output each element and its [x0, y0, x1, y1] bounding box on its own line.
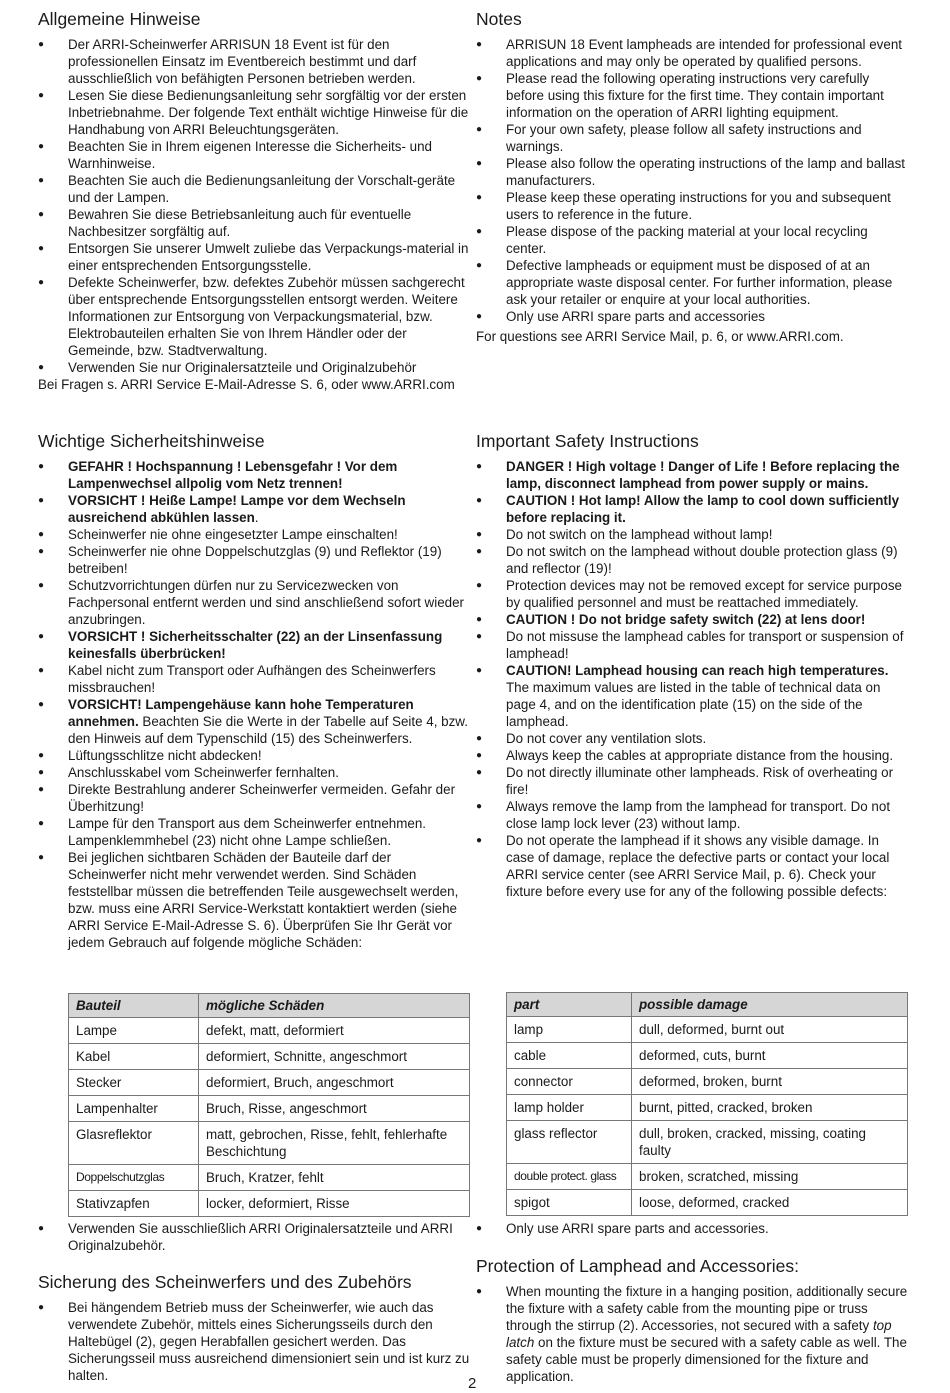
list-item	[476, 611, 910, 628]
list-item: ● Please dispose of the packing material at your local recycling center.	[476, 223, 910, 257]
table-cell: deformiert, Bruch, angeschmort	[199, 1070, 470, 1096]
list-item	[38, 526, 472, 543]
list-item	[476, 458, 910, 492]
list-item	[476, 1283, 910, 1385]
list-item: ● Bewahren Sie diese Betriebsanleitung auch für eventuelle Nachbesitzer sorgfältig auf.	[38, 206, 472, 240]
list-item	[38, 543, 472, 577]
notes-list-de	[38, 36, 472, 376]
table-cell: Stativzapfen	[69, 1191, 199, 1217]
table-row	[69, 1018, 470, 1044]
safety-heading-de: Wichtige Sicherheitshinweise	[38, 431, 265, 451]
table-cell: connector	[507, 1069, 632, 1095]
table-row	[507, 1190, 908, 1216]
list-item: ● Entsorgen Sie unserer Umwelt zuliebe das Verpackungs-material in einer entsprechenden Entsorgungsstelle.	[38, 240, 472, 274]
item-text: Scheinwerfer nie ohne Doppelschutzglas (9) und Reflektor (19) betreiben!	[68, 544, 442, 576]
protection-heading-en: Protection of Lamphead and Accessories:	[476, 1256, 799, 1276]
table-row	[69, 1165, 470, 1191]
list-item	[38, 764, 472, 781]
protect-text-b: on the fixture must be secured with a safety cable as well. The safety cable must be properly dimensioned for the fixture and application.	[506, 1335, 907, 1384]
list-item	[476, 543, 910, 577]
item-text: Lüftungsschlitze nicht abdecken!	[68, 748, 262, 763]
item-text: Protection devices may not be removed except for service purpose by qualified personnel and must be reattached immediately.	[506, 578, 902, 610]
list-item: ● Please read the following operating instructions very carefully before using this fixture for the first time. They contain important information on the operation of ARRI lighting equipment.	[476, 70, 910, 121]
list-item	[38, 577, 472, 628]
item-text: Do not missuse the lamphead cables for transport or suspension of lamphead!	[506, 629, 904, 661]
warning-text: VORSICHT ! Heiße Lampe! Lampe vor dem Wechseln ausreichend abkühlen lassen	[68, 493, 406, 525]
warning-text: CAUTION ! Do not bridge safety switch (22) at lens door!	[506, 612, 866, 627]
list-item: ● Verwenden Sie ausschließlich ARRI Originalersatzteile und ARRI Originalzubehör.	[38, 1220, 472, 1254]
item-text: Scheinwerfer nie ohne eingesetzter Lampe einschalten!	[68, 527, 398, 542]
damage-table-de	[68, 993, 470, 1217]
item-text: Lampe für den Transport aus dem Scheinwerfer entnehmen. Lampenklemmhebel (23) nicht ohne Lampe schließen.	[68, 816, 427, 848]
list-item: ● Verwenden Sie nur Originalersatzteile und Originalzubehör	[38, 359, 472, 376]
list-item	[476, 798, 910, 832]
list-item: ● Defective lampheads or equipment must be disposed of at an appropriate waste disposal center. For further information, please ask your retailer or enquire at your local authorities.	[476, 257, 910, 308]
table-cell: deformiert, Schnitte, angeschmort	[199, 1044, 470, 1070]
warning-text: VORSICHT! Lampengehäuse kann hohe Temperaturen annehmen.	[68, 697, 414, 729]
list-item: ● Only use ARRI spare parts and accessories.	[476, 1220, 910, 1237]
protection-heading-de: Sicherung des Scheinwerfers und des Zubehörs	[38, 1272, 412, 1292]
table-row	[69, 1191, 470, 1217]
list-item	[38, 747, 472, 764]
table-cell: Bruch, Kratzer, fehlt	[199, 1165, 470, 1191]
table-row	[507, 1043, 908, 1069]
item-text: Direkte Bestrahlung anderer Scheinwerfer vermeiden. Gefahr der Überhitzung!	[68, 782, 456, 814]
item-text: Do not operate the lamphead if it shows any visible damage. In case of damage, replace the defective parts or contact your local ARRI service center (see ARRI Service Mail, p. 6). Check your fixture before every use for any of the following possible defects:	[506, 833, 890, 899]
table-cell: broken, scratched, missing	[632, 1164, 908, 1190]
item-text: Bei jeglichen sichtbaren Schäden der Bauteile darf der Scheinwerfer nicht mehr verwendet werden. Sind Schäden feststellbar müssen die betreffenden Teile ausgewechselt werden, bzw. muss eine ARRI Service-Werkstatt kontaktiert werden (siehe ARRI Service E-Mail-Adresse S. 6). Überprüfen Sie Ihr Gerät vor jedem Gebrauch auf folgende mögliche Schäden:	[68, 850, 459, 950]
item-text: Schutzvorrichtungen dürfen nur zu Servicezwecken von Fachpersonal entfernt werden und sind anschließend sofort wieder anzubringen.	[68, 578, 464, 627]
list-item	[476, 662, 910, 730]
warning-text: VORSICHT ! Sicherheitsschalter (22) an der Linsenfassung keinesfalls überbrücken!	[68, 629, 443, 661]
table-header: Bauteil	[69, 994, 199, 1018]
table-cell: lamp holder	[507, 1095, 632, 1121]
list-item	[476, 730, 910, 747]
item-text: Always keep the cables at appropriate distance from the housing.	[506, 748, 894, 763]
list-item	[38, 662, 472, 696]
questions-en: For questions see ARRI Service Mail, p. 6, or www.ARRI.com.	[476, 329, 844, 344]
protect-text-em: top latch	[506, 1318, 892, 1350]
protect-text-a: When mounting the fixture in a hanging position, additionally secure the fixture with a safety cable from the mounting pipe or truss through the stirrup (2). Accessories, not secured with a safety	[506, 1284, 908, 1333]
table-row	[69, 1070, 470, 1096]
table-cell: Lampe	[69, 1018, 199, 1044]
safety-list-en	[476, 458, 910, 900]
list-item	[38, 458, 472, 492]
table-cell: Kabel	[69, 1044, 199, 1070]
table-row	[507, 1095, 908, 1121]
table-cell: Stecker	[69, 1070, 199, 1096]
warning-text: GEFAHR ! Hochspannung ! Lebensgefahr ! Vor dem Lampenwechsel allpolig vom Netz trennen!	[68, 459, 398, 491]
table-cell: deformed, cuts, burnt	[632, 1043, 908, 1069]
list-item: ● Lesen Sie diese Bedienungsanleitung sehr sorgfältig vor der ersten Inbetriebnahme. Der folgende Text enthält wichtige Hinweise für die Handhabung von ARRI Beleuchtungsgeräten.	[38, 87, 472, 138]
warning-text: CAUTION ! Hot lamp! Allow the lamp to cool down sufficiently before replacing it.	[506, 493, 900, 525]
table-header: part	[507, 993, 632, 1017]
table-row	[69, 1096, 470, 1122]
list-item	[476, 526, 910, 543]
table-row	[69, 1122, 470, 1165]
table-cell: double protect. glass	[507, 1164, 632, 1190]
table-cell: Doppelschutzglas	[69, 1165, 199, 1191]
list-item	[476, 832, 910, 900]
table-row	[507, 1164, 908, 1190]
table-cell: Lampenhalter	[69, 1096, 199, 1122]
table-cell: dull, deformed, burnt out	[632, 1017, 908, 1043]
warning-text: DANGER ! High voltage ! Danger of Life ! Before replacing the lamp, disconnect lamphead from power supply or mains.	[506, 459, 900, 491]
table-row	[507, 1121, 908, 1164]
list-item	[38, 696, 472, 747]
list-item	[476, 492, 910, 526]
table-cell: matt, gebrochen, Risse, fehlt, fehlerhafte Beschichtung	[199, 1122, 470, 1165]
list-item	[38, 628, 472, 662]
safety-heading-en: Important Safety Instructions	[476, 431, 699, 451]
table-cell: defekt, matt, deformiert	[199, 1018, 470, 1044]
list-item: ● Only use ARRI spare parts and accessories	[476, 308, 910, 325]
item-text: The maximum values are listed in the table of technical data on page 4, and on the identification plate (15) on the side of the lamphead.	[506, 680, 881, 729]
list-item	[38, 849, 472, 951]
table-cell: locker, deformiert, Risse	[199, 1191, 470, 1217]
list-item: ● Defekte Scheinwerfer, bzw. defektes Zubehör müssen sachgerecht über entsprechende Entsorgungsstellen entsorgt werden. Weitere Informationen zur Entsorgung von Verpackungsmaterial, bzw. Elektrobauteilen erhalten Sie von Ihrem Händler oder der Gemeinde, bzw. Stadtverwaltung.	[38, 274, 472, 359]
table-cell: Bruch, Risse, angeschmort	[199, 1096, 470, 1122]
notes-heading-de: Allgemeine Hinweise	[38, 9, 201, 29]
table-cell: glass reflector	[507, 1121, 632, 1164]
list-item: ● Please also follow the operating instructions of the lamp and ballast manufacturers.	[476, 155, 910, 189]
table-cell: Glasreflektor	[69, 1122, 199, 1165]
damage-table-en	[506, 992, 908, 1216]
list-item: ● Beachten Sie auch die Bedienungsanleitung der Vorschalt-geräte und der Lampen.	[38, 172, 472, 206]
list-item: ● Der ARRI-Scheinwerfer ARRISUN 18 Event ist für den professionellen Einsatz im Eventbereich bestimmt und darf ausschließlich von befähigten Personen betrieben werden.	[38, 36, 472, 87]
list-item	[476, 764, 910, 798]
notes-list-en	[476, 36, 910, 325]
notes-heading-en: Notes	[476, 9, 522, 29]
item-text: Always remove the lamp from the lamphead for transport. Do not close lamp lock lever (23) without lamp.	[506, 799, 891, 831]
table-cell: deformed, broken, burnt	[632, 1069, 908, 1095]
table-row	[507, 1069, 908, 1095]
table-cell: burnt, pitted, cracked, broken	[632, 1095, 908, 1121]
item-text: Beachten Sie die Werte in der Tabelle auf Seite 4, bzw. den Hinweis auf dem Typenschild (15) des Scheinwerfers.	[68, 714, 468, 746]
page-number: 2	[468, 1375, 477, 1392]
table-header: mögliche Schäden	[199, 994, 470, 1018]
list-item: ● Bei hängendem Betrieb muss der Scheinwerfer, wie auch das verwendete Zubehör, mittels eines Sicherungsseils durch den Haltebügel (2), gegen Herabfallen gesichert werden. Das Sicherungsseil muss ausreichend dimensioniert sein und ist kurz zu halten.	[38, 1299, 472, 1384]
list-item	[38, 492, 472, 526]
list-item: ● For your own safety, please follow all safety instructions and warnings.	[476, 121, 910, 155]
table-row	[507, 1017, 908, 1043]
table-header: possible damage	[632, 993, 908, 1017]
table-cell: dull, broken, cracked, missing, coating faulty	[632, 1121, 908, 1164]
safety-list-de	[38, 458, 472, 951]
list-item	[476, 747, 910, 764]
item-text: Kabel nicht zum Transport oder Aufhängen des Scheinwerfers missbrauchen!	[68, 663, 436, 695]
table-cell: cable	[507, 1043, 632, 1069]
item-text: Do not cover any ventilation slots.	[506, 731, 707, 746]
list-item: ● Please keep these operating instructions for you and subsequent users to reference in the future.	[476, 189, 910, 223]
item-text: Do not directly illuminate other lampheads. Risk of overheating or fire!	[506, 765, 894, 797]
list-item: ● ARRISUN 18 Event lampheads are intended for professional event applications and may only be operated by qualified persons.	[476, 36, 910, 70]
list-item	[476, 577, 910, 611]
item-text: Do not switch on the lamphead without lamp!	[506, 527, 773, 542]
questions-de: Bei Fragen s. ARRI Service E-Mail-Adresse S. 6, oder www.ARRI.com	[38, 377, 455, 392]
table-row	[69, 1044, 470, 1070]
list-item	[38, 815, 472, 849]
table-cell: lamp	[507, 1017, 632, 1043]
list-item	[476, 628, 910, 662]
list-item	[38, 781, 472, 815]
warning-text: CAUTION! Lamphead housing can reach high temperatures.	[506, 663, 889, 678]
list-item: ● Beachten Sie in Ihrem eigenen Interesse die Sicherheits- und Warnhinweise.	[38, 138, 472, 172]
table-cell: spigot	[507, 1190, 632, 1216]
item-text: Anschlusskabel vom Scheinwerfer fernhalten.	[68, 765, 339, 780]
item-text: .	[254, 510, 259, 525]
item-text: Do not switch on the lamphead without double protection glass (9) and reflector (19)!	[506, 544, 898, 576]
table-cell: loose, deformed, cracked	[632, 1190, 908, 1216]
